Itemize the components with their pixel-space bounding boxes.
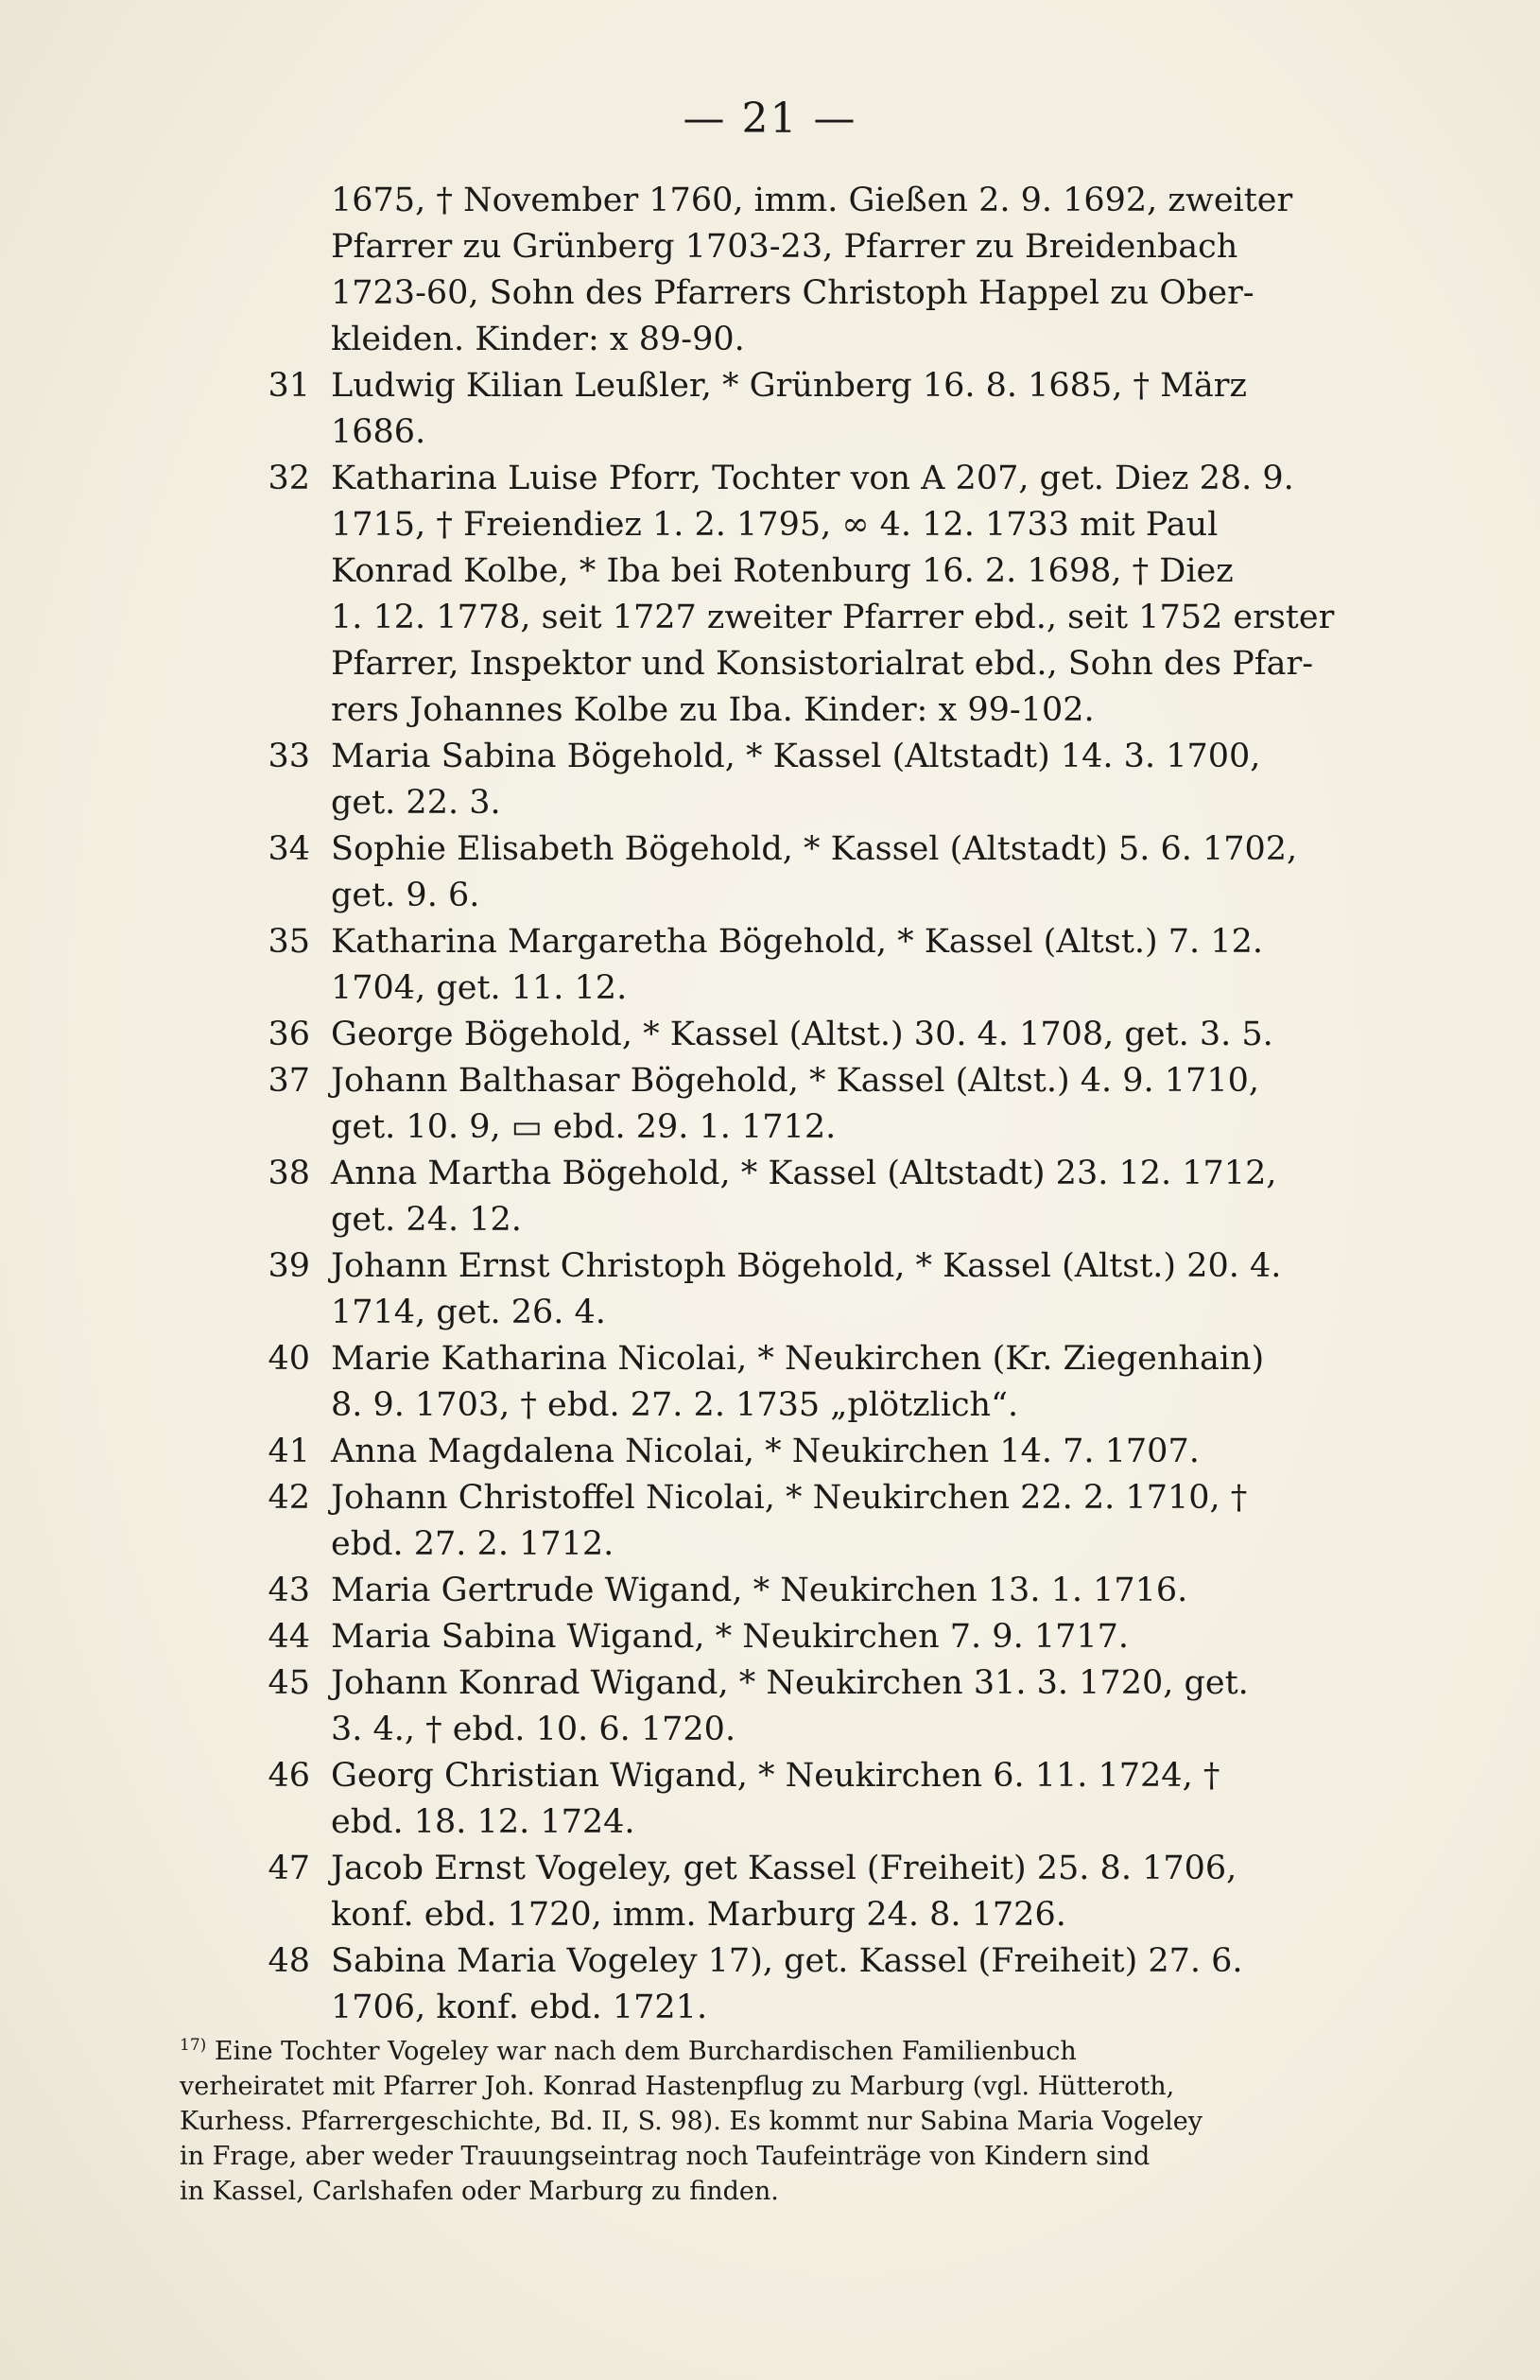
entry-number: 48 xyxy=(268,1942,310,1980)
list-item xyxy=(236,1012,1399,1058)
entry-list xyxy=(236,178,1399,2031)
entry-number: 32 xyxy=(268,460,310,497)
list-item xyxy=(236,1475,1399,1568)
entry-number: 35 xyxy=(268,923,310,961)
list-item xyxy=(236,919,1399,1012)
entry-number: 38 xyxy=(268,1155,310,1192)
list-item xyxy=(236,1243,1399,1336)
page-number: — 21 — xyxy=(683,95,857,143)
entry-text: Maria Sabina Wigand, * Neukirchen 7. 9. 1717. xyxy=(331,1618,1130,1656)
footnote-marker: 17) xyxy=(180,2036,207,2055)
entry-text: 1675, † November 1760, imm. Gießen 2. 9. 1692, zweiter Pfarrer zu Grünberg 1703-23, Pfarrer zu Breidenbach 1723-60, Sohn des Pfarrers Christoph Happel zu Ober- kleiden. Kinder: x 89-90. xyxy=(331,182,1293,358)
entry-text: Jacob Ernst Vogeley, get Kassel (Freiheit) 25. 8. 1706, konf. ebd. 1720, imm. Marburg 24. 8. 1726. xyxy=(331,1850,1237,1934)
entry-text: Sabina Maria Vogeley 17), get. Kassel (Freiheit) 27. 6. 1706, konf. ebd. 1721. xyxy=(331,1942,1243,2026)
entry-number: 41 xyxy=(268,1433,310,1470)
list-item xyxy=(236,456,1399,734)
list-item xyxy=(236,178,1399,363)
entry-text: Marie Katharina Nicolai, * Neukirchen (Kr. Ziegenhain) 8. 9. 1703, † ebd. 27. 2. 1735 „plötzlich“. xyxy=(331,1340,1265,1424)
list-item xyxy=(236,826,1399,919)
entry-number: 34 xyxy=(268,830,310,868)
list-item xyxy=(236,1660,1399,1753)
entry-number: 44 xyxy=(268,1618,310,1656)
entry-text: Anna Martha Bögehold, * Kassel (Altstadt) 23. 12. 1712, get. 24. 12. xyxy=(331,1155,1277,1239)
entry-text: Maria Sabina Bögehold, * Kassel (Altstadt) 14. 3. 1700, get. 22. 3. xyxy=(331,738,1261,822)
entry-text: Johann Christoffel Nicolai, * Neukirchen 22. 2. 1710, † ebd. 27. 2. 1712. xyxy=(331,1479,1248,1563)
footnote-text: Eine Tochter Vogeley war nach dem Burchardischen Familienbuch verheiratet mit Pfarrer Joh. Konrad Hastenpflug zu Marburg (vgl. Hütteroth, Kurhess. Pfarrergeschichte, Bd. II, S. 98). Es kommt nur Sabina Maria Vogeley in Frage, aber weder Trauungseintrag noch Taufeinträge von Kindern sind in Kassel, Carlshafen oder Marburg zu finden. xyxy=(180,2037,1203,2206)
entry-text: Katharina Margaretha Bögehold, * Kassel (Altst.) 7. 12. 1704, get. 11. 12. xyxy=(331,923,1263,1007)
entry-text: Johann Balthasar Bögehold, * Kassel (Altst.) 4. 9. 1710, get. 10. 9, ▭ ebd. 29. 1. 1712. xyxy=(331,1062,1259,1146)
entry-number: 47 xyxy=(268,1850,310,1887)
entry-text: Johann Konrad Wigand, * Neukirchen 31. 3. 1720, get. 3. 4., † ebd. 10. 6. 1720. xyxy=(331,1664,1249,1748)
list-item xyxy=(236,1938,1399,2031)
entry-text: Katharina Luise Pforr, Tochter von A 207, get. Diez 28. 9. 1715, † Freiendiez 1. 2. 1795, ∞ 4. 12. 1733 mit Paul Konrad Kolbe, * Iba bei Rotenburg 16. 2. 1698, † Diez 1. 12. 1778, seit 1727 zweiter Pfarrer ebd., seit 1752 erster Pfarrer, Inspektor und Konsistorialrat ebd., Sohn des Pfar- rers Johannes Kolbe zu Iba. Kinder: x 99-102. xyxy=(331,460,1335,729)
entry-number: 43 xyxy=(268,1572,310,1609)
entry-text: Georg Christian Wigand, * Neukirchen 6. 11. 1724, † ebd. 18. 12. 1724. xyxy=(331,1757,1220,1841)
list-item xyxy=(236,1753,1399,1846)
list-item xyxy=(236,734,1399,826)
entry-number: 33 xyxy=(268,738,310,775)
entry-number: 45 xyxy=(268,1664,310,1702)
list-item xyxy=(236,1429,1399,1475)
entry-text: George Bögehold, * Kassel (Altst.) 30. 4. 1708, get. 3. 5. xyxy=(331,1016,1273,1053)
list-item xyxy=(236,1058,1399,1151)
list-item xyxy=(236,1846,1399,1938)
list-item xyxy=(236,1614,1399,1660)
list-item xyxy=(236,1151,1399,1243)
entry-number: 42 xyxy=(268,1479,310,1517)
entry-text: Sophie Elisabeth Bögehold, * Kassel (Altstadt) 5. 6. 1702, get. 9. 6. xyxy=(331,830,1298,914)
entry-number: 36 xyxy=(268,1016,310,1053)
entry-number: 39 xyxy=(268,1247,310,1285)
entry-number: 40 xyxy=(268,1340,310,1378)
entry-text: Anna Magdalena Nicolai, * Neukirchen 14. 7. 1707. xyxy=(331,1433,1200,1470)
entry-text: Maria Gertrude Wigand, * Neukirchen 13. 1. 1716. xyxy=(331,1572,1188,1609)
list-item xyxy=(236,1568,1399,1614)
entry-number: 46 xyxy=(268,1757,310,1795)
entry-text: Johann Ernst Christoph Bögehold, * Kassel (Altst.) 20. 4. 1714, get. 26. 4. xyxy=(331,1247,1282,1331)
list-item xyxy=(236,1336,1399,1429)
entry-text: Ludwig Kilian Leußler, * Grünberg 16. 8. 1685, † März 1686. xyxy=(331,367,1247,451)
entry-number: 37 xyxy=(268,1062,310,1100)
list-item xyxy=(236,363,1399,456)
entry-number: 31 xyxy=(268,367,310,405)
footnote xyxy=(180,2028,1399,2209)
